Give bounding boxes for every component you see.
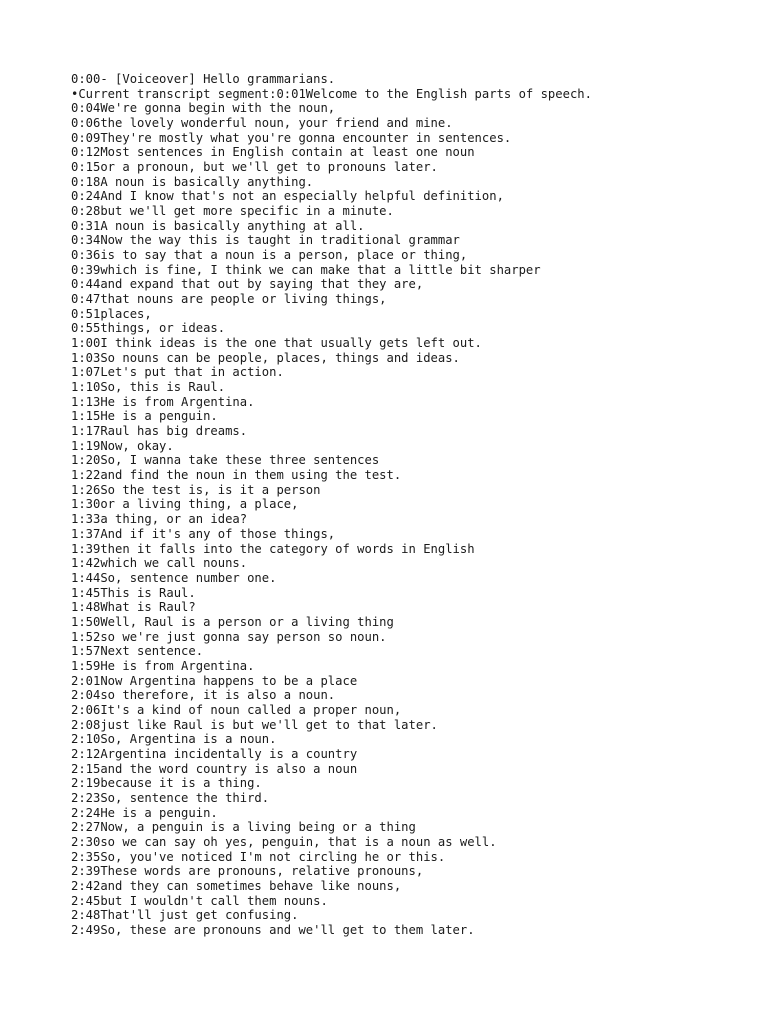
- transcript-line: 1:30or a living thing, a place,: [71, 497, 299, 512]
- transcript-line: 2:48That'll just get confusing.: [71, 908, 299, 923]
- transcript-line: 1:50Well, Raul is a person or a living thing: [71, 614, 394, 629]
- transcript-line: 1:10So, this is Raul.: [71, 380, 226, 395]
- transcript-line: 2:23So, sentence the third.: [71, 790, 270, 805]
- transcript-line: 1:33a thing, or an idea?: [71, 512, 248, 527]
- transcript-line: 1:48What is Raul?: [71, 600, 196, 615]
- transcript-line: 2:45but I wouldn't call them nouns.: [71, 893, 328, 908]
- transcript-line: 2:10So, Argentina is a noun.: [71, 732, 277, 747]
- transcript-line: 0:09They're mostly what you're gonna encounter in sentences.: [71, 130, 512, 145]
- transcript-line: 0:44and expand that out by saying that they are,: [71, 277, 424, 292]
- transcript-line: 0:34Now the way this is taught in traditional grammar: [71, 233, 460, 248]
- transcript-line: 1:37And if it's any of those things,: [71, 526, 336, 541]
- transcript-line: 1:00I think ideas is the one that usually gets left out.: [71, 336, 482, 351]
- transcript-line: 1:44So, sentence number one.: [71, 570, 277, 585]
- transcript-line: 0:12Most sentences in English contain at least one noun: [71, 145, 475, 160]
- transcript-line: 0:00- [Voiceover] Hello grammarians.: [71, 72, 336, 86]
- transcript-line: 2:01Now Argentina happens to be a place: [71, 673, 358, 688]
- transcript-line: 0:18A noun is basically anything.: [71, 174, 314, 189]
- transcript-line: 0:36is to say that a noun is a person, place or thing,: [71, 248, 468, 263]
- transcript-line: 1:20So, I wanna take these three sentences: [71, 453, 380, 468]
- transcript-line: 2:15and the word country is also a noun: [71, 761, 358, 776]
- transcript-line: 1:15He is a penguin.: [71, 409, 218, 424]
- transcript-line: 0:51places,: [71, 306, 152, 321]
- transcript-line: 1:57Next sentence.: [71, 644, 204, 659]
- transcript-line: 2:30so we can say oh yes, penguin, that is a noun as well.: [71, 834, 497, 849]
- transcript-line: 1:19Now, okay.: [71, 438, 174, 453]
- transcript-line: 1:22and find the noun in them using the test.: [71, 468, 402, 483]
- transcript-line: 2:42and they can sometimes behave like nouns,: [71, 878, 402, 893]
- transcript-line: 0:04We're gonna begin with the noun,: [71, 101, 336, 116]
- transcript-line: 2:35So, you've noticed I'm not circling he or this.: [71, 849, 446, 864]
- transcript-line: 2:39These words are pronouns, relative pronouns,: [71, 864, 424, 879]
- transcript-line: 2:49So, these are pronouns and we'll get to them later.: [71, 922, 475, 937]
- transcript-line: 1:59He is from Argentina.: [71, 658, 255, 673]
- transcript-line: 0:47that nouns are people or living things,: [71, 292, 387, 307]
- transcript-line: 2:08just like Raul is but we'll get to that later.: [71, 717, 438, 732]
- transcript-line: 0:31A noun is basically anything at all.: [71, 218, 365, 233]
- transcript-line: 1:39then it falls into the category of words in English: [71, 541, 475, 556]
- transcript-line: 1:07Let's put that in action.: [71, 365, 284, 380]
- transcript-line: 2:06It's a kind of noun called a proper noun,: [71, 702, 402, 717]
- transcript-line: 1:13He is from Argentina.: [71, 394, 255, 409]
- transcript-line: 1:03So nouns can be people, places, things and ideas.: [71, 350, 460, 365]
- transcript-line: 2:24He is a penguin.: [71, 805, 218, 820]
- transcript-line: 1:45This is Raul.: [71, 585, 196, 600]
- transcript-line: 2:12Argentina incidentally is a country: [71, 746, 358, 761]
- transcript-line: 1:26So the test is, is it a person: [71, 482, 321, 497]
- transcript-line: 1:52so we're just gonna say person so noun.: [71, 629, 387, 644]
- transcript-line: 2:04so therefore, it is also a noun.: [71, 688, 336, 703]
- transcript-line: 0:06the lovely wonderful noun, your friend and mine.: [71, 116, 453, 131]
- transcript-line: 2:27Now, a penguin is a living being or a thing: [71, 820, 416, 835]
- transcript-line: 1:42which we call nouns.: [71, 556, 248, 571]
- transcript-text: [71, 72, 592, 938]
- transcript-line: 1:17Raul has big dreams.: [71, 424, 248, 439]
- transcript-line: 0:15or a pronoun, but we'll get to pronouns later.: [71, 160, 438, 175]
- transcript-line: 0:28but we'll get more specific in a minute.: [71, 204, 394, 219]
- transcript-line: •Current transcript segment:0:01Welcome to the English parts of speech.: [71, 86, 592, 101]
- transcript-line: 0:39which is fine, I think we can make that a little bit sharper: [71, 262, 541, 277]
- transcript-line: 0:24And I know that's not an especially helpful definition,: [71, 189, 504, 204]
- transcript-line: 0:55things, or ideas.: [71, 321, 226, 336]
- transcript-line: 2:19because it is a thing.: [71, 776, 262, 791]
